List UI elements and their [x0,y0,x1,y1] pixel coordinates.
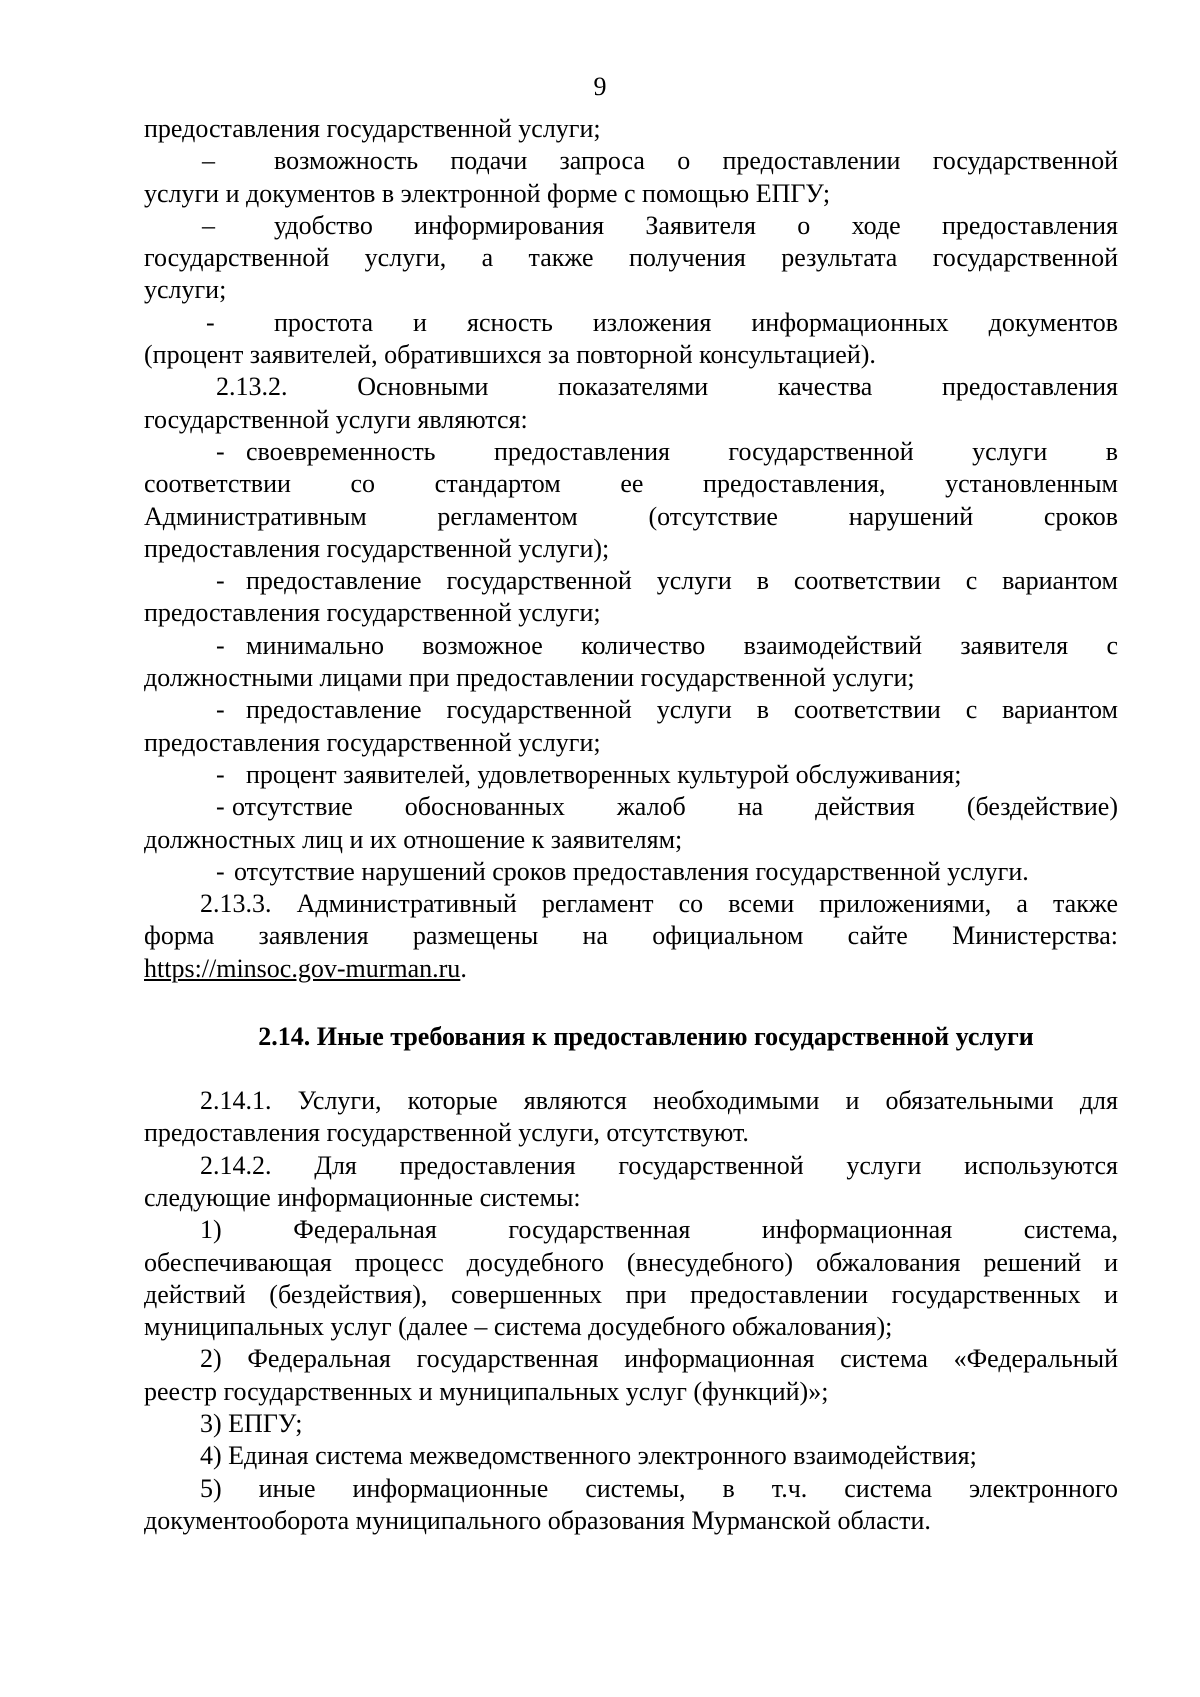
list-item-text: отсутствие нарушений сроков предоставления государственной услуги. [234,856,1029,886]
list-item [144,759,1118,791]
list-item [144,856,1118,888]
list-item-text: процент заявителей, удовлетворенных культурой обслуживания; [246,759,962,789]
list-item: 1) Федеральная государственная информационная система, [200,1215,1118,1245]
paragraph-start: 2.14.1. Услуги, которые являются необходимыми и обязательными для [200,1086,1118,1116]
dash-marker: - [216,856,225,886]
text-line: предоставления государственной услуги; [144,727,601,757]
text-line: государственной услуги, а также получения результата государственной [144,243,1118,273]
dash-marker: - [216,792,225,822]
text-line: муниципальных услуг (далее – система досудебного обжалования); [144,1312,893,1342]
list-item [144,307,1118,339]
paragraph-start: 2.13.3. Административный регламент со всеми приложениями, а также [200,889,1118,919]
list-item: 5) иные информационные системы, в т.ч. система электронного [200,1473,1118,1503]
list-item-text: минимально возможное количество взаимодействий заявителя с [246,630,1118,660]
text-line: государственной услуги являются: [144,404,528,434]
text-line: предоставления государственной услуги; [144,598,601,628]
paragraph-start: 2.14.2. Для предоставления государственной услуги используются [200,1150,1118,1180]
list-item [144,145,1118,177]
ministry-website-link[interactable]: https://minsoc.gov-murman.ru [144,953,461,983]
text-line: должностных лиц и их отношение к заявителям; [144,824,683,854]
list-item [144,630,1118,662]
text-line: предоставления государственной услуги, отсутствуют. [144,1118,749,1148]
text-line: обеспечивающая процесс досудебного (внесудебного) обжалования решений и [144,1247,1118,1277]
document-body [144,113,1118,1537]
list-item-text: предоставление государственной услуги в соответствии с вариантом [246,695,1118,725]
list-item [144,791,1118,823]
text-line: должностными лицами при предоставлении государственной услуги; [144,663,915,693]
text-line: документооборота муниципального образования Мурманской области. [144,1505,931,1535]
text-line [144,953,1118,985]
spacer [144,985,1118,1007]
dash-marker: – [202,210,215,240]
dash-marker: - [216,566,225,596]
page-number: 9 [593,72,607,101]
text-line: услуги и документов в электронной форме с помощью ЕПГУ; [144,178,831,208]
text-line: предоставления государственной услуги); [144,533,610,563]
text-line: услуги; [144,275,227,305]
dash-marker: - [216,695,225,725]
list-item: 3) ЕПГУ; [200,1408,303,1438]
text-line: следующие информационные системы: [144,1182,581,1212]
dash-marker: - [216,436,225,466]
link-trailing-period: . [460,953,467,983]
text-line: соответствии со стандартом ее предоставления, установленным [144,469,1118,499]
list-item [144,565,1118,597]
list-item [144,436,1118,468]
dash-marker: - [216,630,225,660]
list-item [144,694,1118,726]
text-line: форма заявления размещены на официальном сайте Министерства: [144,921,1118,951]
text-line: Административным регламентом (отсутствие нарушений сроков [144,501,1118,531]
list-item-text: отсутствие обоснованных жалоб на действия (бездействие) [232,792,1118,822]
text-line: (процент заявителей, обратившихся за повторной консультацией). [144,340,876,370]
text-line: реестр государственных и муниципальных услуг (функций)»; [144,1376,829,1406]
list-item [144,210,1118,242]
list-item-text: удобство информирования Заявителя о ходе предоставления [274,210,1118,240]
dash-marker: – [202,146,215,176]
text-line: действий (бездействия), совершенных при предоставлении государственных и [144,1279,1118,1309]
spacer [144,1063,1118,1085]
text-line: предоставления государственной услуги; [144,114,601,143]
list-item-text: простота и ясность изложения информационных документов [274,307,1118,337]
list-item-text: своевременность предоставления государственной услуги в [246,436,1118,466]
paragraph-start: 2.13.2. Основными показателями качества предоставления [216,372,1118,402]
list-item-text: предоставление государственной услуги в соответствии с вариантом [246,566,1118,596]
dash-marker: - [216,759,225,789]
list-item: 2) Федеральная государственная информационная система «Федеральный [200,1344,1118,1374]
section-heading: 2.14. Иные требования к предоставлению государственной услуги [258,1022,1034,1052]
dash-marker: - [206,307,215,337]
list-item-text: возможность подачи запроса о предоставлении государственной [274,146,1118,176]
list-item: 4) Единая система межведомственного электронного взаимодействия; [200,1441,977,1471]
